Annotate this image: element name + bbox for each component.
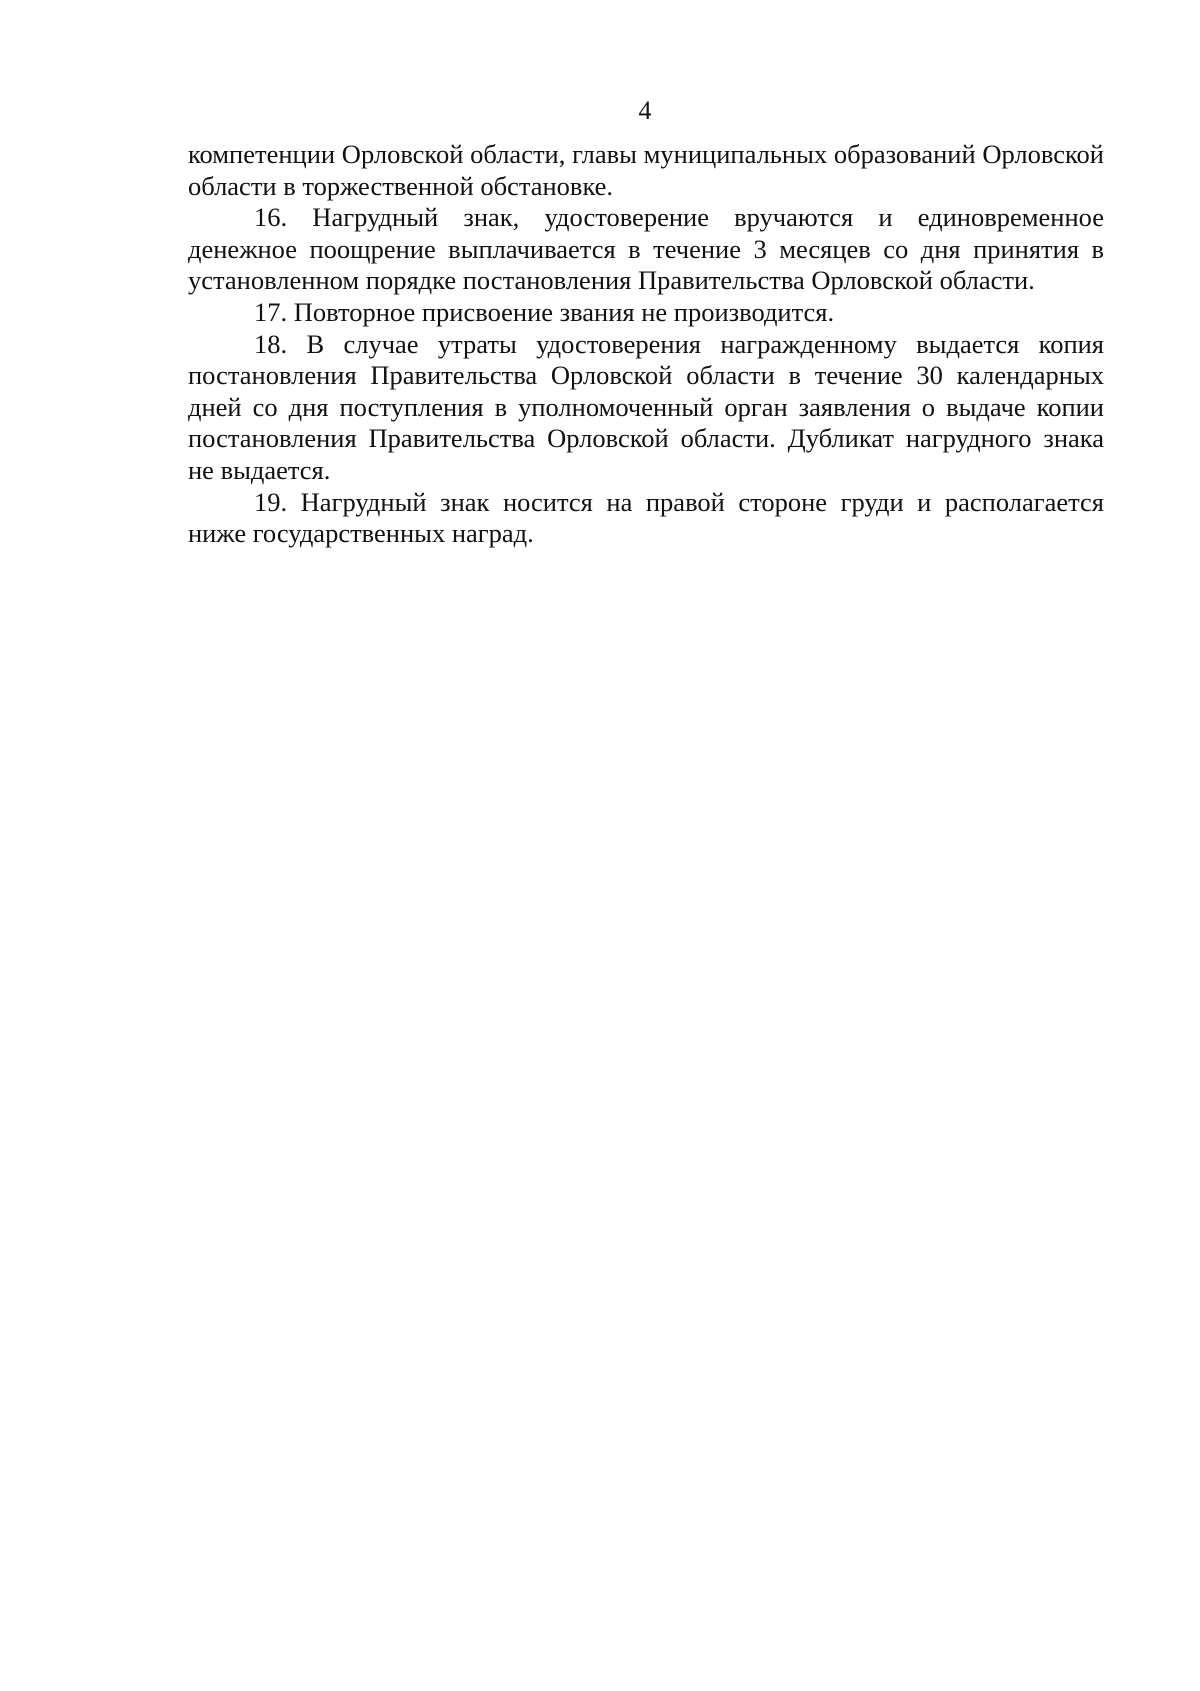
paragraph-18: 18. В случае утраты удостоверения награжденному выдается копия постановления Правительства Орловской области в течение 30 календарных дней со дня поступления в уполномоченный орган заявления о выдаче копии постановления Правительства Орловской области. Дубликат нагрудного знака не выдается.: [188, 328, 1104, 485]
page-number: 4: [638, 96, 652, 125]
document-body: [188, 139, 1104, 550]
paragraph-17: 17. Повторное присвоение звания не производится.: [254, 296, 835, 327]
paragraph-19: 19. Нагрудный знак носится на правой стороне груди и располагается ниже государственных наград.: [188, 486, 1104, 549]
paragraph-continuation: компетенции Орловской области, главы муниципальных образований Орловской области в торжественной обстановке.: [188, 139, 1104, 201]
paragraph-16: 16. Нагрудный знак, удостоверение вручаются и единовременное денежное поощрение выплачивается в течение 3 месяцев со дня принятия в установленном порядке постановления Правительства Орловской области.: [188, 202, 1104, 296]
